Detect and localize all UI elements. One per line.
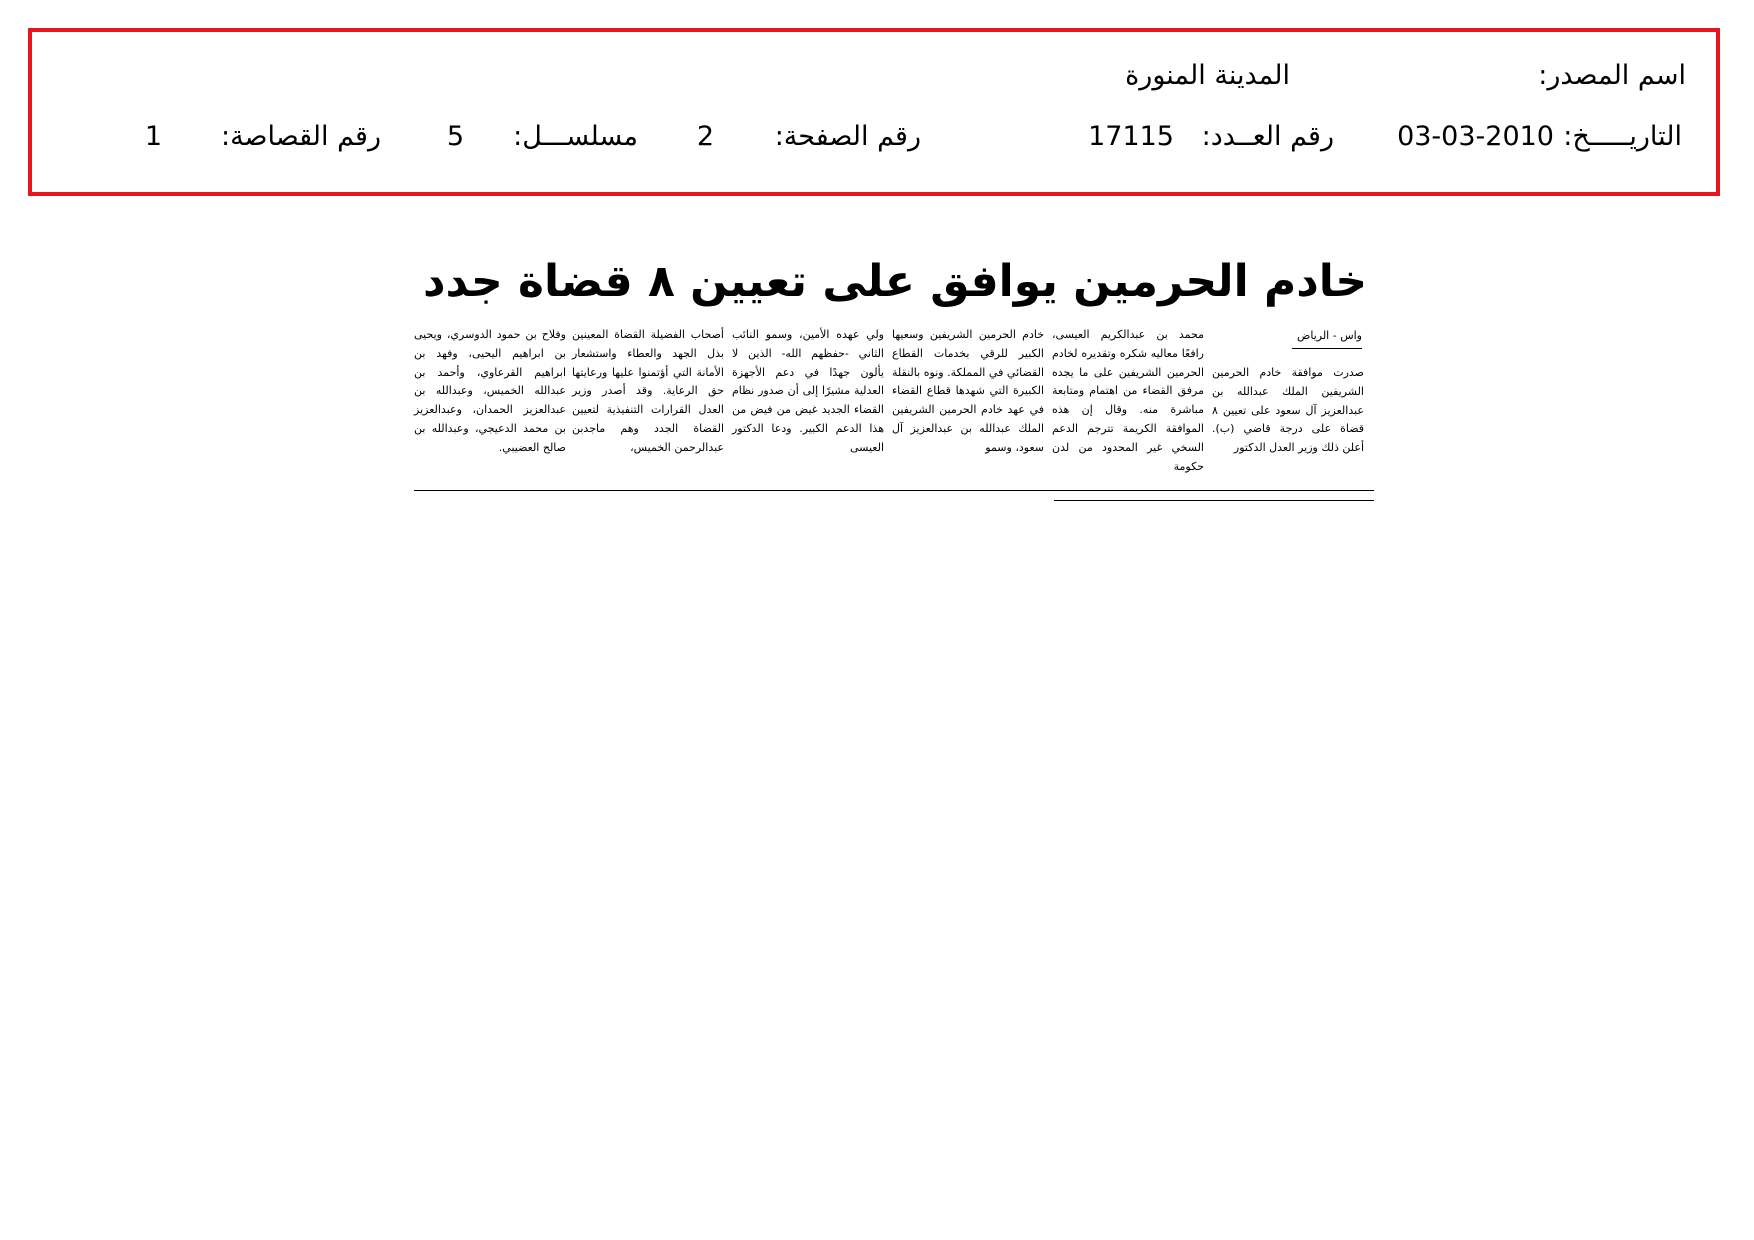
article-column-3: خادم الحرمين الشريفين وسعيها الكبير للرقي بخدمات القطاع القضائي في المملكة. ونوه بالنقلة الكبيرة التي شهدها قطاع القضاء في عهد خادم الحرمين الشريفين الملك عبدالله بن عبدالعزيز آل سعود، وسمو: [892, 328, 1044, 454]
article-column-6: وفلاح بن حمود الدوسري، ويحيى بن ابراهيم اليحيى، وفهد بن ابراهيم القرعاوي، وأحمد بن عبدالله الخميس، وعبدالله بن عبدالعزيز الحمدان، وعبدالعزيز بن محمد الدعيجي، وعبدالله بن صالح العضيبي.: [414, 328, 566, 454]
article-bottom-rule: [414, 490, 1374, 491]
issue-value: 17115: [1088, 121, 1174, 152]
serial-value: 5: [446, 121, 464, 152]
article-column-1: صدرت موافقة خادم الحرمين الشريفين الملك عبدالله بن عبدالعزيز آل سعود على تعيين ٨ قضاة على درجة قاضي (ب). أعلن ذلك وزير العدل الدكتور: [1212, 366, 1364, 455]
article-column-4: ولي عهده الأمين، وسمو النائب الثاني -حفظهم الله- الذين لا يألون جهدًا في دعم الأجهزة العدلية مشيرًا إلى أن صدور نظام القضاء الجديد غيض من فيض من هذا الدعم الكبير. ودعا الدكتور العيسى: [732, 328, 884, 454]
clipping-label: رقم القصاصة:: [220, 121, 381, 152]
date-label: التاريـــــخ:: [1563, 121, 1682, 152]
page-value: 2: [696, 121, 714, 152]
date-value: 03-03-2010: [1397, 121, 1554, 152]
issue-label: رقم العــدد:: [1201, 121, 1334, 152]
article-byline: واس - الرياض: [1292, 328, 1362, 349]
page-label: رقم الصفحة:: [774, 121, 921, 152]
metadata-header-box: [28, 28, 1720, 196]
article-column-2: محمد بن عبدالكريم العيسى، رافعًا معاليه شكره وتقديره لخادم الحرمين الشريفين على ما يجده مرفق القضاء من اهتمام ومتابعة مباشرة منه. وقال إن هذه الموافقة الكريمة تترجم الدعم السخي غير المحدود من لدن حكومة: [1052, 328, 1204, 473]
article-column-5: أصحاب الفضيلة القضاة المعينين بذل الجهد والعطاء واستشعار الأمانة التي أؤتمنوا عليها ورعايتها حق الرعاية. وقد أصدر وزير العدل القرارات التنفيذية لتعيين القضاة الجدد وهم ماجدبن عبدالرحمن الخميس،: [572, 328, 724, 454]
source-value: المدينة المنورة: [1125, 60, 1290, 91]
serial-label: مسلســـل:: [513, 121, 638, 152]
source-label: اسم المصدر:: [1538, 60, 1686, 91]
article-title: خادم الحرمين يوافق على تعيين ٨ قضاة جدد: [422, 256, 1368, 307]
article-secondary-rule: [1054, 500, 1374, 501]
clipping-value: 1: [144, 121, 162, 152]
